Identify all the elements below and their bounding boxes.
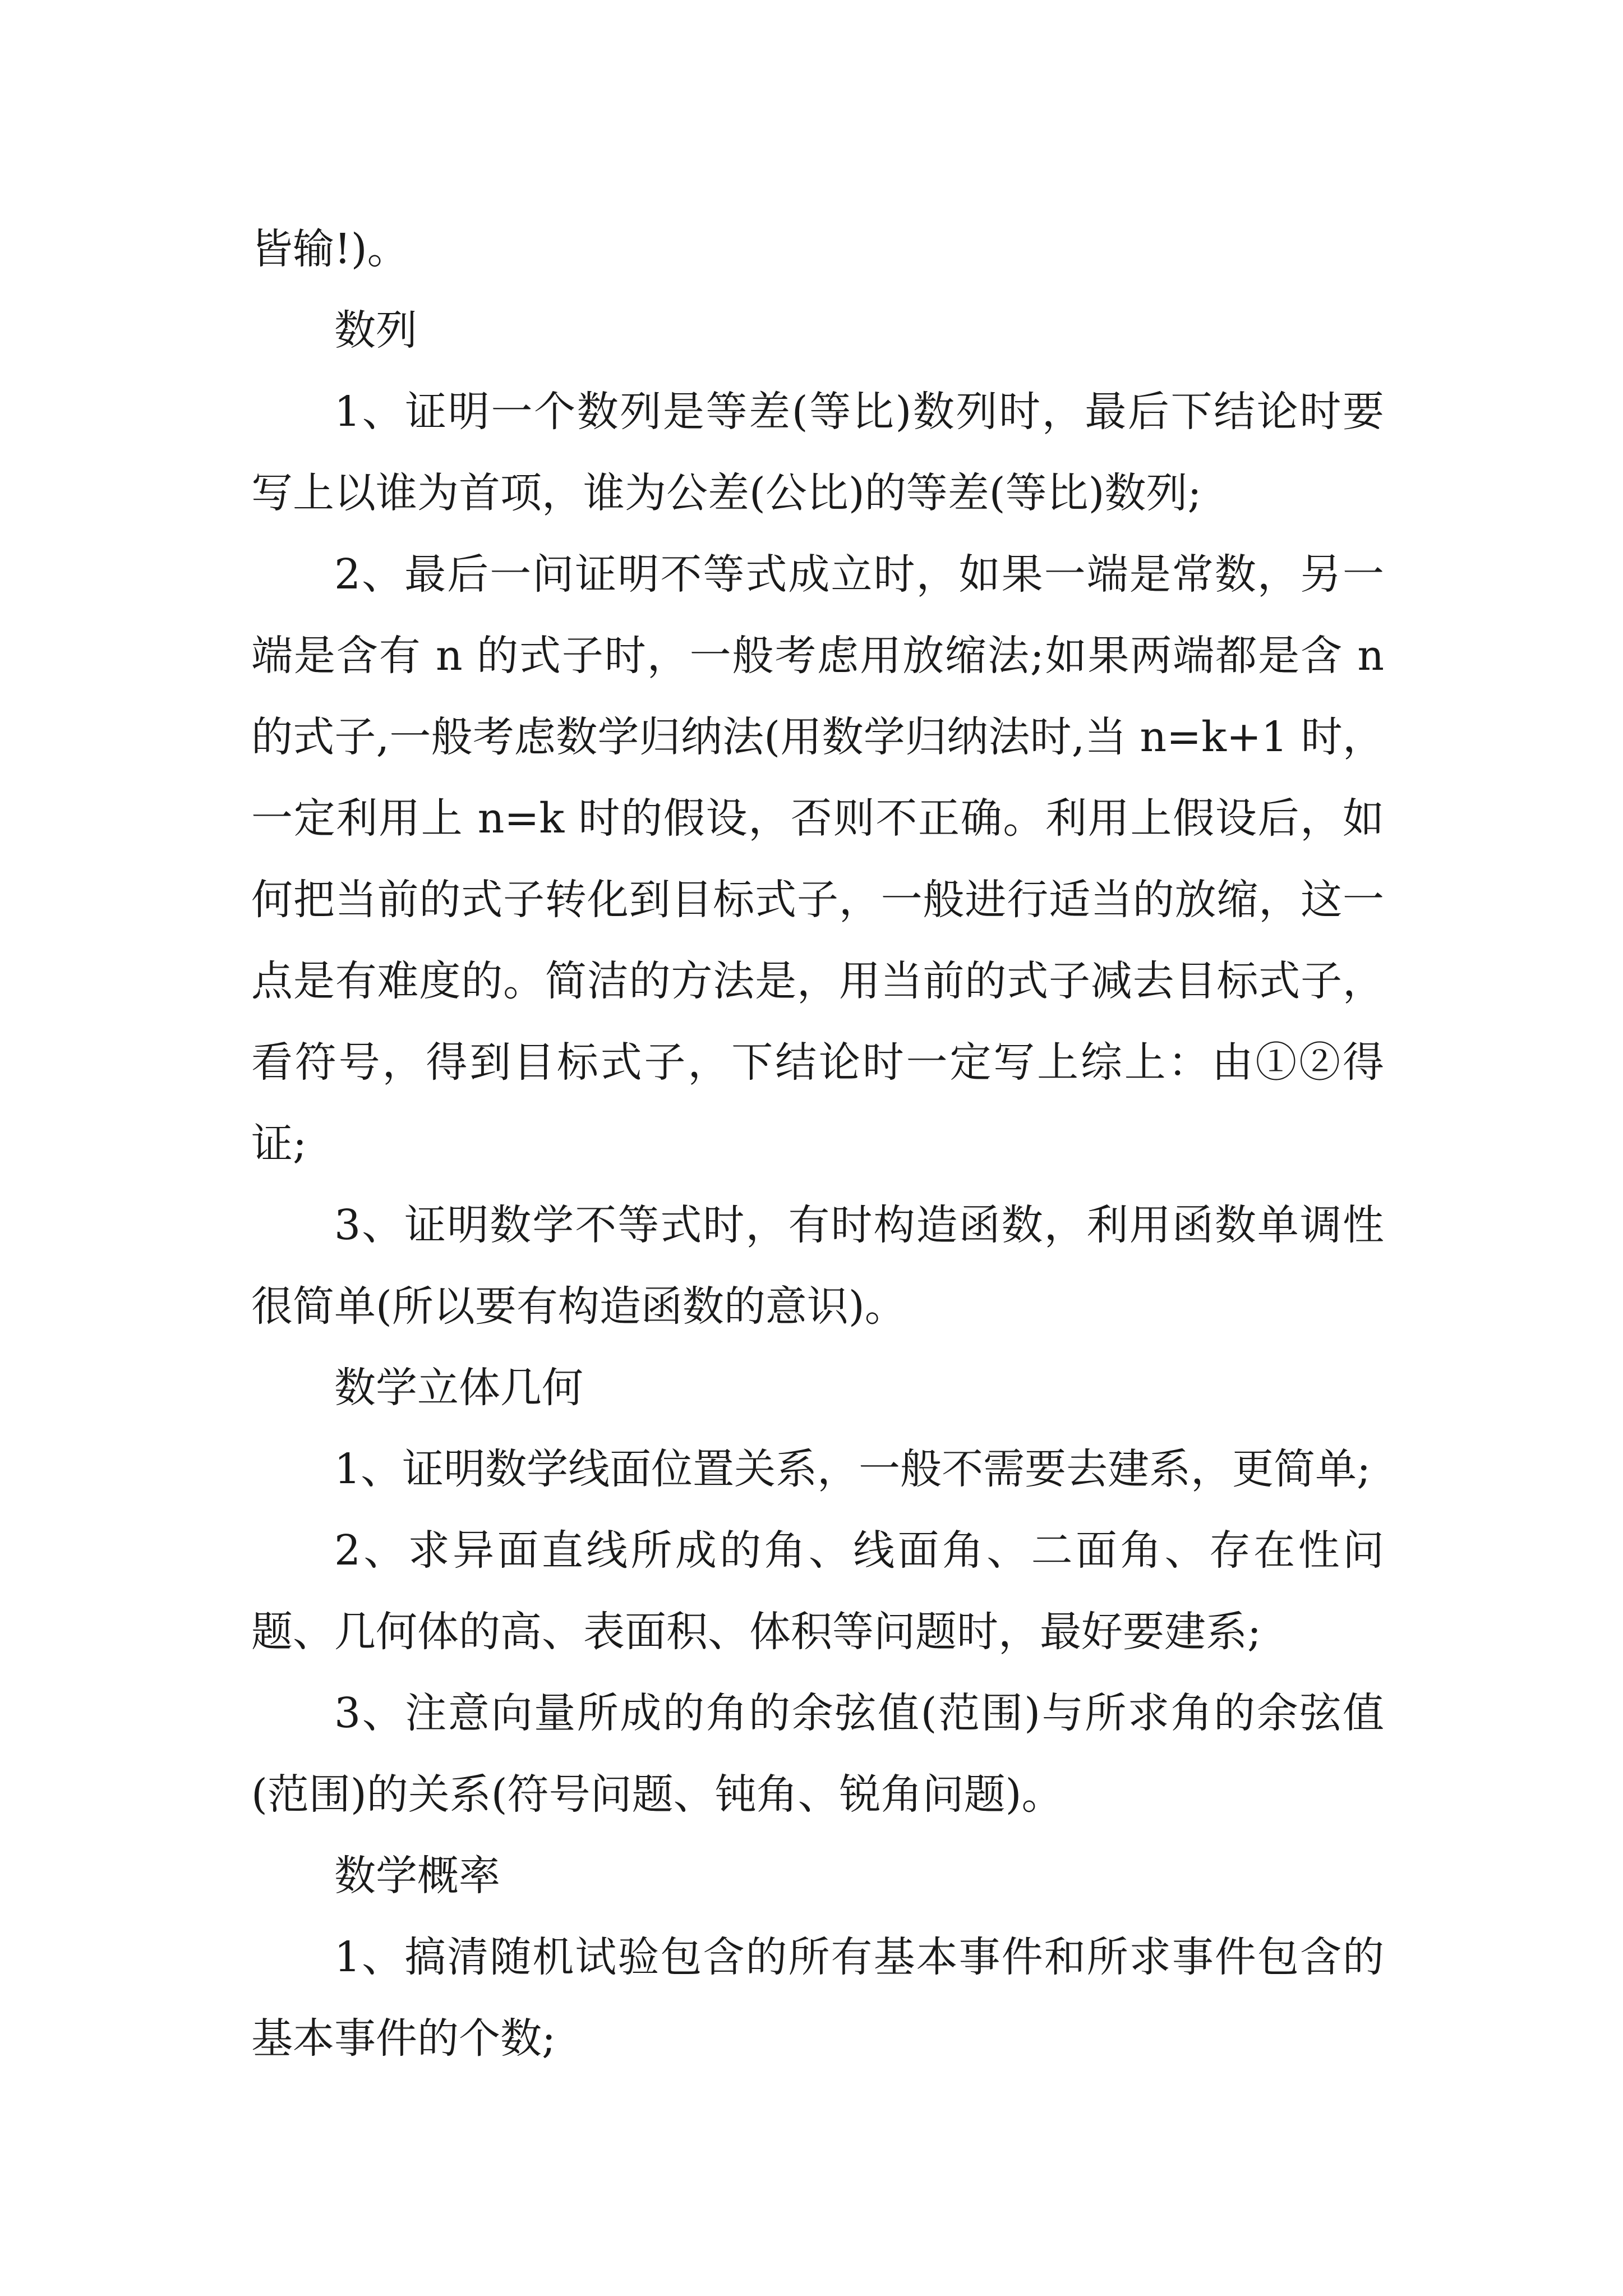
paragraph: 1、证明一个数列是等差(等比)数列时，最后下结论时要写上以谁为首项，谁为公差(公比)的等差(等比)数列;	[251, 388, 1384, 517]
continuation-text: 皆输!)。	[251, 225, 409, 273]
section-heading-sequences: 数列	[334, 306, 417, 355]
section-heading-solid-geometry: 数学立体几何	[334, 1364, 583, 1412]
paragraph: 3、注意向量所成的角的余弦值(范围)与所求角的余弦值(范围)的关系(符号问题、钝角、锐角问题)。	[251, 1689, 1384, 1819]
section-heading-probability: 数学概率	[334, 1852, 500, 1900]
paragraph: 2、最后一问证明不等式成立时，如果一端是常数，另一端是含有 n 的式子时，一般考虑用放缩法;如果两端都是含 n 的式子,一般考虑数学归纳法(用数学归纳法时,当 n=k+1 时，一定利用上 n=k 时的假设，否则不正确。利用上假设后，如何把当前的式子转化到目标式子，一般进行适当的放缩，这一点是有难度的。简洁的方法是，用当前的式子减去目标式子，看符号，得到目标式子，下结论时一定写上综上：由①②得证;	[251, 550, 1384, 1168]
paragraph: 3、证明数学不等式时，有时构造函数，利用函数单调性很简单(所以要有构造函数的意识)。	[251, 1201, 1384, 1331]
paragraph: 1、搞清随机试验包含的所有基本事件和所求事件包含的基本事件的个数;	[251, 1933, 1384, 2063]
document-body	[251, 209, 1384, 2079]
paragraph: 1、证明数学线面位置关系，一般不需要去建系，更简单;	[334, 1445, 1371, 1493]
paragraph: 2、求异面直线所成的角、线面角、二面角、存在性问题、几何体的高、表面积、体积等问题时，最好要建系;	[251, 1526, 1384, 1656]
